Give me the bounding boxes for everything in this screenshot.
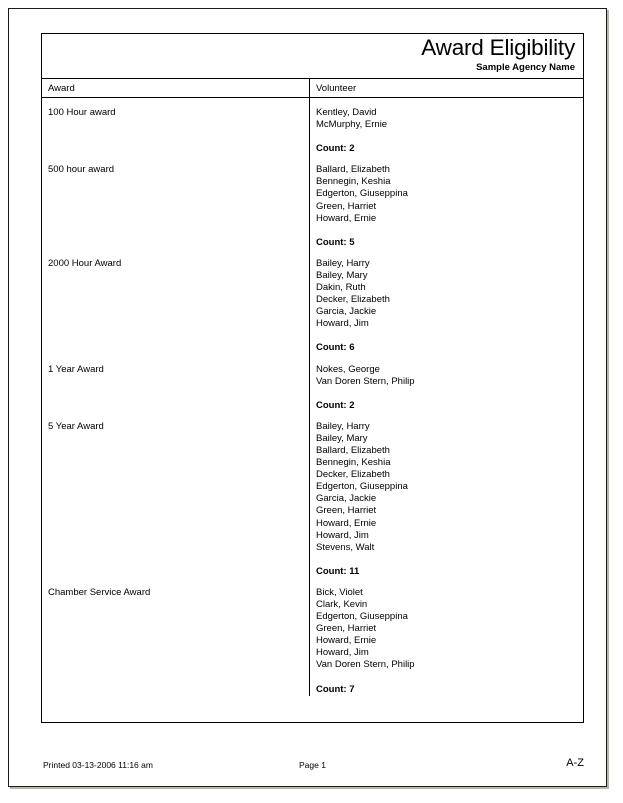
volunteer-name: Ballard, Elizabeth — [316, 164, 390, 176]
volunteer-name: McMurphy, Ernie — [316, 119, 388, 131]
volunteer-name: Van Doren Stern, Philip — [316, 659, 415, 671]
report-footer — [41, 757, 584, 773]
volunteer-name: Bennegin, Keshia — [316, 176, 391, 188]
award-name-cell: 5 Year Award — [42, 412, 310, 578]
report-title-block — [41, 33, 584, 78]
agency-name: Sample Agency Name — [476, 62, 575, 73]
footer-printed-timestamp: Printed 03-13-2006 11:16 am — [43, 760, 153, 770]
volunteer-count-label: Count: 2 — [316, 399, 355, 411]
footer-sort-indicator: A-Z — [566, 757, 584, 769]
volunteer-name: Edgerton, Giuseppina — [316, 188, 408, 200]
volunteer-name: Kentley, David — [316, 107, 377, 118]
volunteer-name: Howard, Jim — [316, 529, 369, 541]
volunteer-name: Bick, Violet — [316, 586, 363, 598]
volunteer-name: Bailey, Mary — [316, 269, 368, 281]
volunteer-count-label: Count: 11 — [316, 565, 360, 577]
award-name-cell: 100 Hour award — [42, 98, 310, 155]
report-table — [41, 33, 584, 723]
volunteer-name: Dakin, Ruth — [316, 282, 366, 294]
volunteer-name: Green, Harriet — [316, 200, 377, 212]
volunteer-list-cell — [310, 98, 583, 155]
page-title: Award Eligibility — [421, 35, 575, 60]
volunteer-list-cell — [310, 578, 583, 696]
report-page-sheet — [8, 8, 607, 787]
volunteer-name: Bailey, Harry — [316, 257, 370, 269]
volunteer-name: Garcia, Jackie — [316, 493, 377, 505]
volunteer-count-label: Count: 5 — [316, 236, 355, 248]
volunteer-list-cell — [310, 155, 583, 249]
volunteer-name: Van Doren Stern, Philip — [316, 375, 415, 387]
volunteer-count-label: Count: 6 — [316, 342, 355, 354]
volunteer-name: Nokes, George — [316, 363, 380, 375]
volunteer-name: Stevens, Walt — [316, 541, 375, 553]
table-row — [42, 578, 583, 696]
volunteer-name: Clark, Kevin — [316, 599, 368, 610]
volunteer-name: Howard, Jim — [316, 318, 369, 330]
volunteer-name: Garcia, Jackie — [316, 306, 377, 318]
volunteer-name: Ballard, Elizabeth — [316, 444, 390, 456]
volunteer-list-cell — [310, 249, 583, 355]
volunteer-name: Decker, Elizabeth — [316, 294, 390, 306]
column-header-volunteer: Volunteer — [316, 83, 357, 94]
volunteer-name: Green, Harriet — [316, 505, 377, 517]
volunteer-list-cell — [310, 412, 583, 578]
award-name-cell: 1 Year Award — [42, 355, 310, 412]
volunteer-count-label: Count: 7 — [316, 683, 355, 695]
volunteer-name: Howard, Jim — [316, 647, 369, 659]
volunteer-name: Bailey, Harry — [316, 420, 370, 432]
volunteer-name: Howard, Ernie — [316, 635, 377, 647]
volunteer-name: Bailey, Mary — [316, 432, 368, 444]
table-row — [42, 249, 583, 355]
volunteer-name: Howard, Ernie — [316, 212, 377, 224]
volunteer-name: Edgerton, Giuseppina — [316, 611, 408, 623]
table-row — [42, 155, 583, 249]
volunteer-name: Bennegin, Keshia — [316, 457, 391, 469]
table-row — [42, 412, 583, 578]
volunteer-count-label: Count: 2 — [316, 143, 355, 155]
footer-page-number: Page 1 — [299, 760, 326, 770]
award-name-cell: Chamber Service Award — [42, 578, 310, 696]
volunteer-name: Decker, Elizabeth — [316, 469, 390, 481]
table-row — [42, 355, 583, 412]
volunteer-name: Howard, Ernie — [316, 517, 377, 529]
column-header-award: Award — [42, 79, 310, 97]
volunteer-list-cell — [310, 355, 583, 412]
volunteer-name: Edgerton, Giuseppina — [316, 481, 408, 493]
table-body — [41, 98, 584, 723]
award-name-cell: 2000 Hour Award — [42, 249, 310, 355]
table-row — [42, 98, 583, 155]
volunteer-name: Green, Harriet — [316, 623, 377, 635]
table-header-row — [41, 78, 584, 98]
award-name-cell: 500 hour award — [42, 155, 310, 249]
